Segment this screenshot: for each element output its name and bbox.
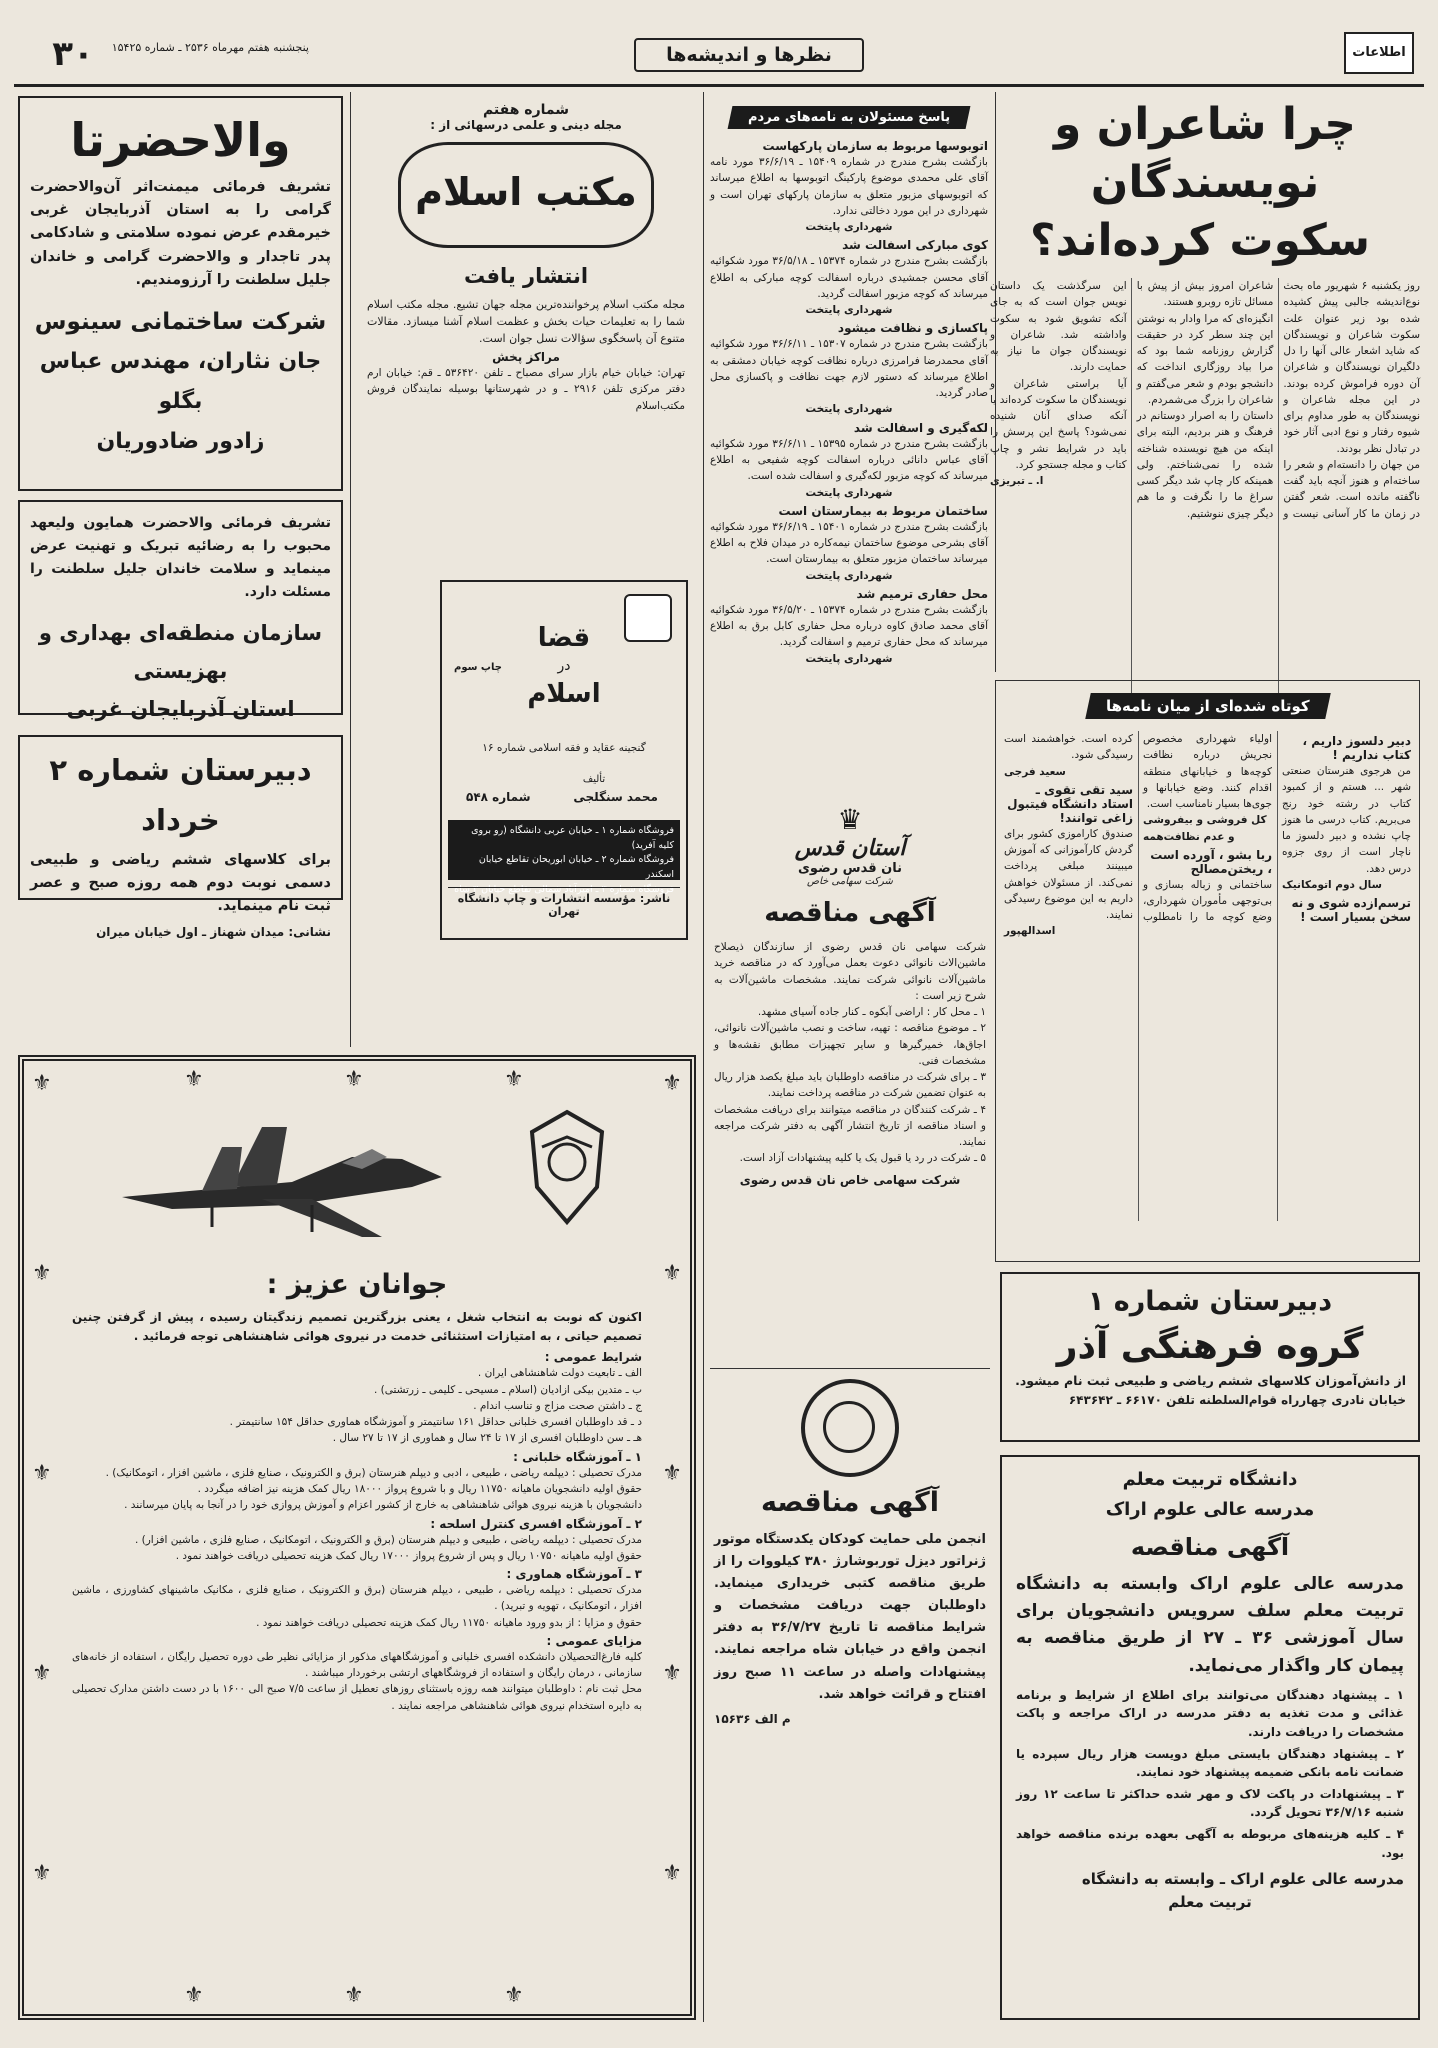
- airforce-section-title: شرایط عمومی :: [544, 1350, 642, 1365]
- reply-body: بازگشت بشرح مندرج در شماره ۱۵۴۰۹ ـ ۳۶/۶/۱۹ مورد نامه آقای علی محمدی موضوع پارکینگ اتوبوسها به اطلاع میرساند که اتوبوسهای مزبور متعلق به سازمان پارکهای تهران است و شهرداری در این مورد دخالتی ندارد.: [710, 156, 988, 217]
- airforce-ad: [18, 1055, 696, 2020]
- maktab-logo: مکتب اسلام: [398, 142, 654, 248]
- azar-school-ad: [1000, 1272, 1420, 1442]
- column-rule: [703, 92, 704, 2022]
- kids-emblem-icon: [801, 1379, 899, 1477]
- airforce-section: [72, 1567, 642, 1631]
- book-store: فروشگاه شماره ۲ ـ خیابان ابوریحان تقاطع خیابان اسکندر: [478, 854, 674, 881]
- fleur-icon: ⚜: [662, 1861, 682, 1886]
- book-title-block: [512, 618, 616, 714]
- letter-body: صندوق کاراموزی کشور برای گردش کارآموزانی که آموزش میبینند مبلغی پرداخت نمی‌کند. از مسئولان خواهش داریم به این موضوع رسیدگی نمایند.: [1004, 827, 1133, 922]
- airforce-line: حقوق و مزایا : از بدو ورود ماهیانه ۱۱۷۵۰ ریال کمک هزینه تحصیلی دریافت خواهند نمود .: [256, 1616, 642, 1629]
- poets-signature: ا. ـ تبریزی: [990, 475, 1044, 488]
- reply-item: [710, 321, 988, 417]
- azar-body: از دانش‌آموزان کلاسهای ششم ریاضی و طبیعی ثبت نام میشود.: [1015, 1373, 1406, 1388]
- fleur-icon: ⚜: [184, 1983, 204, 2008]
- airforce-line: حقوق اولیه دانشجویان ماهیانه ۱۱۷۵۰ ریال و با شروع پرواز ۱۸۰۰۰ ریال کمک هزینه نیز اضافه میگردد .: [197, 1482, 642, 1495]
- maktab-status: انتشار یافت: [463, 264, 589, 288]
- arak-point: ۱ ـ پیشنهاد دهندگان می‌توانند برای اطلاع از شرایط و برنامه غذائی و مدت تغذیه به دفتر مدرسه در اراک مراجعه و پاکت مشخصات را دریافت دارند.: [1016, 1687, 1404, 1739]
- section-rule: [710, 1368, 990, 1369]
- arak-tender: [1000, 1455, 1420, 2020]
- book-number: شماره ۵۴۸: [466, 790, 531, 804]
- kids-ref: م الف ۱۵۶۳۶: [714, 1711, 791, 1726]
- letters-section: [995, 680, 1420, 1262]
- reply-body: بازگشت بشرح مندرج در شماره ۱۵۳۷۴ ـ ۳۶/۵/۱۸ مورد شکوائیه آقای محسن جمشیدی درباره اسفالت کوچه مبارکی به اطلاع میرساند که کوچه مزبور اسفالت گردید.: [710, 255, 988, 300]
- bakery-tender: [710, 800, 990, 1360]
- reply-signer: شهرداری پایتخت: [805, 652, 893, 665]
- fleur-icon: ⚜: [504, 1067, 524, 1092]
- reply-item: [710, 238, 988, 318]
- date-line: پنجشنبه هفتم مهرماه ۲۵۳۶ ـ شماره ۱۵۴۲۵: [111, 41, 309, 54]
- reply-title: لکه‌گیری و اسفالت شد: [853, 420, 988, 435]
- masthead-rule: [14, 84, 1424, 87]
- replies-banner: پاسخ مسئولان به نامه‌های مردم: [710, 106, 988, 129]
- reply-signer: شهرداری پایتخت: [805, 569, 893, 582]
- reply-signer: شهرداری پایتخت: [805, 221, 893, 234]
- book-publisher: ناشر: مؤسسه انتشارات و چاپ دانشگاه تهران: [448, 887, 680, 918]
- congrats-1-headline: والاحضرتا: [70, 113, 291, 167]
- letter-title: ربا بشو ، آورده است ، ریختن‌مصالح: [1150, 847, 1272, 876]
- reply-title: کوی مبارکی اسفالت شد: [842, 238, 988, 253]
- letters-banner: کوتاه شده‌ای از میان نامه‌ها: [1004, 693, 1411, 719]
- arak-point: ۳ ـ پیشنهادات در پاکت لاک و مهر شده حداکثر تا ساعت ۱۲ روز شنبه ۳۶/۷/۱۶ تحویل گردد.: [1016, 1786, 1404, 1820]
- page-number: ۳۰: [52, 34, 94, 74]
- book-author: محمد سنگلجی: [573, 790, 658, 804]
- bakery-point: ۳ ـ برای شرکت در مناقصه داوطلبان باید مبلغ یکصد هزار ریال به عنوان تضمین شرکت در مناقصه پرداخت نمایند.: [714, 1071, 986, 1100]
- airforce-section: [72, 1350, 642, 1446]
- letter-body: اولیاء شهرداری مخصوص نجریش درباره نظافت کوچه‌ها و خیابانهای منطقه اقدام کنند. وضع خیابانها و جوی‌ها بسیار نامناسب است.: [1143, 733, 1272, 811]
- poets-article: [990, 96, 1420, 676]
- kids-tender: [710, 1375, 990, 1985]
- fighter-jet-icon: [112, 1087, 472, 1257]
- fleur-icon: ⚜: [32, 1261, 52, 1286]
- letter-item: [1004, 783, 1133, 940]
- letter-signer: کل فروشی و بیفروشی و عدم نظافت‌همه: [1143, 814, 1267, 843]
- reply-body: بازگشت بشرح مندرج در شماره ۱۵۴۰۱ ـ ۳۶/۶/۱۹ مورد شکوائیه آقای بشرحی موضوع ساختمان نیمه‌کاره در میدان فلاح به اطلاع میرساند ساختمان مزبور متعلق به بیمارستان است.: [710, 520, 988, 566]
- airforce-line: ج ـ داشتن صحت مزاج و تناسب اندام .: [473, 1399, 642, 1412]
- airforce-illustration: [72, 1077, 642, 1262]
- book-title-2: در: [557, 658, 571, 674]
- fleur-icon: ⚜: [662, 1071, 682, 1096]
- congrats-2-body: تشریف فرمائی والاحضرت همایون ولیعهد محبوب را به رضائیه تبریک و تهنیت عرض مینماید و سلامت خاندان جلیل سلطنت را مسئلت دارد.: [30, 515, 331, 601]
- letter-signer: سال دوم اتومکانیک: [1282, 878, 1382, 891]
- reply-title: محل حفاری ترمیم شد: [856, 586, 988, 601]
- book-title-3: اسلام: [527, 679, 601, 709]
- letter-title: سید تقی تقوی ـ استاد دانشگاه فیتبول زاغی توانند!: [1007, 782, 1133, 825]
- arak-org-2: مدرسه عالی علوم اراک: [1105, 1499, 1315, 1520]
- bakery-org-sub-2: شرکت سهامی خاص: [807, 876, 893, 887]
- fleur-icon: ⚜: [662, 1461, 682, 1486]
- maktab-body: مجله مکتب اسلام پرخواننده‌ترین مجله جهان تشیع. مجله مکتب اسلام شما را به تعلیمات حیات بخش و عظمت اسلام آشنا میسازد. مقالات متنوع آن پاسخگوی سؤالات نسل جوان است.: [367, 298, 685, 346]
- poets-paragraph: من جهان را دانسته‌ام و شعر را ساخته‌ام و هنوز آنچه باید گفت ناگفته مانده است. شعر گفتن در زمان ما کار آسانی نیست و شاعران امروز بیش از پیش با مسائل تازه روبرو هستند.: [1136, 280, 1420, 520]
- letter-signer: اسدالهپور: [1004, 925, 1056, 938]
- congrats-1-names: جان نثاران، مهندس عباس بگلو: [39, 348, 322, 414]
- airforce-section: [72, 1450, 642, 1514]
- reply-item: [710, 587, 988, 667]
- book-edition: چاپ سوم: [454, 662, 502, 673]
- airforce-section: [72, 1517, 642, 1565]
- bakery-point: ۱ ـ محل کار : اراضی آبکوه ـ کنار جاده آسیای مشهد.: [757, 1006, 986, 1019]
- letter-title: دبیر دلسوز داریم ، کتاب نداریم !: [1302, 734, 1411, 762]
- bakery-signer: شرکت سهامی خاص نان قدس رضوی: [739, 1172, 961, 1187]
- reply-item: [710, 504, 988, 584]
- congrats-2-org-2: استان آذربایجان غربی: [66, 697, 295, 722]
- congrats-1-names-2: زادور ضادوریان: [96, 428, 265, 454]
- book-store: فروشگاه شماره ۱ ـ خیابان عربی دانشگاه (رو بروی کلیه آفرید): [471, 825, 674, 851]
- congrats-2-org: سازمان منطقه‌ای بهداری و بهزیستی: [38, 621, 323, 684]
- school-ad-body: برای کلاسهای ششم ریاضی و طبیعی دسمی نوبت دوم همه روزه صبح و عصر ثبت نام مینماید.: [30, 852, 331, 915]
- bakery-org: آستان قدس: [794, 836, 906, 861]
- maktab-address-title: مراکز پخش: [492, 350, 560, 365]
- congrats-1-body: تشریف فرمائی میمنت‌اثر آن‌والاحضرت گرامی را به استان آذربایجان غربی خیرمقدم عرض نموده سلامتی و شادکامی پدر تاجدار و والاحضرت گرامی و خاندان جلیل سلطنت را آرزومندیم.: [30, 179, 331, 288]
- bakery-point: ۵ ـ شرکت در رد یا قبول یک یا کلیه پیشنهادات آزاد است.: [739, 1152, 986, 1165]
- bakery-org-sub: نان قدس رضوی: [798, 861, 902, 876]
- fleur-icon: ⚜: [32, 1861, 52, 1886]
- airforce-line: کلیه فارغ‌التحصیلان دانشکده افسری خلبانی و آموزشگاههای مذکور از مزایائی نظیر طی دوره تحصیل رایگان ، استفاده از خانه‌های سازمانی ، درمان رایگان و استفاده از فروشگاههای ارتشی برخوردار میباشند .: [72, 1650, 642, 1680]
- poets-headline-2: سکوت کرده‌اند؟: [1030, 215, 1371, 266]
- fleur-icon: ⚜: [504, 1983, 524, 2008]
- congrats-1-company: شرکت ساختمانی سینوس: [34, 308, 327, 335]
- poets-paragraph: روز یکشنبه ۶ شهریور ماه بحث نوع‌اندیشه جالبی پیش کشیده شده بود زیر عنوان علت سکوت شاعران و نویسندگان که شاید اشعار عالی آنها را دل دلگیران نویسندگان و شاعران آن دوره فراموش کرده بودند. در این مجله شاعران و نویسندگان به طور مداوم برای شیوه رفتار و نوع ادبی آثار خود در تبادل نظر بودند.: [1283, 280, 1420, 455]
- airforce-line: مدرک تحصیلی : دیپلمه ریاضی ، طبیعی و دیپلم هنرستان (برق و الکترونیک ، اتومکانیک ، صنایع فلزی ، ماشین افزار) .: [134, 1533, 642, 1546]
- school-ad-address: نشانی: میدان شهناز ـ اول خیابان میران: [96, 924, 331, 939]
- maktab-subtitle: مجله دینی و علمی درسهائی از :: [430, 118, 622, 132]
- airforce-line: محل ثبت نام : داوطلبان میتوانند همه روزه باستثنای روزهای تعطیل از ساعت ۷/۵ صبح الی ۱۶۰۰ با در دست داشتن مدارک تحصیلی به دایره استخدام نیروی هوائی شاهنشاهی مراجعه نمایند .: [72, 1683, 642, 1712]
- letter-signer: سعید فرجی: [1004, 765, 1066, 778]
- masthead: [14, 28, 1424, 80]
- reply-body: بازگشت بشرح مندرج در شماره ۱۵۳۷۴ ـ ۳۶/۵/۲۰ مورد شکوائیه آقای محمد صادق کاوه درباره محل حفاری کابل برق به اطلاع میرساند که محل حفاری ترمیم و اسفالت گردید.: [710, 603, 988, 649]
- letter-body: من هرجوی هنرستان صنعتی شهر ... هستم و از کمبود کتاب در رشته خود رنج می‌بریم. کتاب درسی ما هنوز چاپ نشده و دبیر دلسوز ما ناچار است از روی جزوه درس دهد.: [1282, 765, 1411, 875]
- arak-intro: مدرسه عالی علوم اراک وابسته به دانشگاه تربیت معلم سلف سرویس دانشجویان برای سال آموزشی ۳۶ ـ ۲۷ از طریق مناقصه به پیمان کار واگذار می‌نماید.: [1016, 1574, 1404, 1676]
- airforce-line: دانشجویان با هزینه نیروی هوائی شاهنشاهی به خارج از کشور اعزام و آموزش پروازی خود را در آنجا به پایان میرسانند .: [124, 1499, 642, 1512]
- airforce-section-title: ۳ ـ آموزشگاه هماوری :: [506, 1567, 642, 1582]
- reply-signer: شهرداری پایتخت: [805, 304, 893, 317]
- letter-title: ترسم‌ازده شوی و نه سخن بسیار است !: [1291, 896, 1411, 925]
- poets-paragraph: داستان را به اصرار دوستانم در فرهنگ و هنر بردیم، البته برای اینکه من هیچ نویسنده شناخته شده را نمی‌شناختم. ولی همینکه کار چاپ شد دیگر کسی سراغ ما را نگرفت و ما هم دیگر چیزی ننوشتیم.: [1136, 410, 1274, 520]
- maktab-address: تهران: خیابان خیام بازار سرای مصباح ـ تلفن ۵۳۶۴۲۰ ـ قم: خیابان ارم دفتر مرکزی تلفن ۲۹۱۶ ـ و در شهرستانها بوسیله نمایندگان فروش مکتب‌اسلام: [367, 367, 685, 412]
- bakery-headline: آگهی مناقصه: [764, 898, 936, 928]
- fleur-icon: ⚜: [32, 1071, 52, 1096]
- poets-paragraph: این سرگذشت یک داستان نویس جوان است که به جای آنکه تشویق شود به سکوت واداشته شد. شاعران و نویسندگان جوان ما نیاز به حمایت دارند.: [990, 280, 1127, 374]
- airforce-section: [72, 1634, 642, 1714]
- book-stores: [448, 820, 680, 895]
- kids-body: انجمن ملی حمایت کودکان یکدستگاه موتور ژنراتور دیزل توربوشارژ ۳۸۰ کیلووات را از طریق مناقصه کتبی خریداری مینماید. داوطلبان جهت دریافت مشخصات و شرایط مناقصه تا تاریخ ۳۶/۷/۲۷ به دفتر انجمن واقع در خیابان شاه مراجعه نمایند. پیشنهادات واصله در ساعت ۱۱ صبح روز افتتاح و قرائت خواهد شد.: [714, 1532, 986, 1702]
- kids-headline: آگهی مناقصه: [760, 1487, 940, 1518]
- fleur-icon: ⚜: [344, 1983, 364, 2008]
- book-title: قضا: [537, 623, 591, 653]
- book-author-label: تألیف: [582, 774, 606, 785]
- fleur-icon: ⚜: [32, 1461, 52, 1486]
- maktab-issue: شماره هفتم: [482, 102, 570, 118]
- azar-address: خیابان نادری چهارراه قوام‌السلطنه تلفن ۶۶۱۷۰ ـ ۶۴۳۶۴۲: [1068, 1392, 1406, 1407]
- book-series: گنجینه عقاید و فقه اسلامی شماره ۱۶: [482, 742, 646, 754]
- airforce-line: حقوق اولیه ماهیانه ۱۰۷۵۰ ریال و پس از شروع پرواز ۱۷۰۰۰ ریال کمک هزینه تحصیلی دریافت خواهند نمود .: [175, 1549, 642, 1562]
- airforce-intro: اکنون که نوبت به انتخاب شغل ، یعنی بزرگترین تصمیم زندگیتان رسیده ، پیش از گرفتن چنین تصمیم حیاتی ، به امتیازات استثنائی خدمت در نیروی هوائی شاهنشاهی توجه فرمائید .: [72, 1310, 642, 1344]
- reply-title: اتوبوسها مربوط به سازمان پارکهاست: [762, 139, 988, 153]
- bakery-crown-icon: ♛: [837, 803, 863, 836]
- fleur-icon: ⚜: [662, 1661, 682, 1686]
- newspaper-logo: اطلاعات: [1344, 32, 1414, 74]
- fleur-icon: ⚜: [662, 1261, 682, 1286]
- maktab-ad: [355, 96, 697, 556]
- airforce-section-title: ۱ ـ آموزشگاه خلبانی :: [513, 1449, 642, 1464]
- airforce-headline: جوانان عزیز :: [266, 1269, 448, 1300]
- bakery-point: ۲ ـ موضوع مناقصه : تهیه، ساخت و نصب ماشین‌آلات نانوائی، اجاق‌ها، خمیرگیرها و سایر تجهیزات مطابق نقشه‌ها و مشخصات فنی.: [714, 1022, 986, 1067]
- bakery-point: ۴ ـ شرکت کنندگان در مناقصه میتوانند برای دریافت مشخصات و اسناد مناقصه از تاریخ انتشار آگهی به دفتر شرکت مراجعه نمایند.: [714, 1103, 986, 1149]
- congrats-ad-2: [18, 500, 343, 722]
- reply-body: بازگشت بشرح مندرج در شماره ۱۵۳۹۵ ـ ۳۶/۶/۱۱ مورد شکوائیه آقای عباس دانائی درباره اسفالت کوچه شفیعی به اطلاع میرساند که کوچه مزبور لکه‌گیری و اسفالت شده است.: [710, 437, 988, 483]
- poets-paragraph: آیا براستی شاعران و نویسندگان ما سکوت کرده‌اند یا آنکه صدای آنان شنیده نمی‌شود؟ پاسخ این پرسش را باید در شرایط نشر و چاپ کتاب و مجله جستجو کرد.: [990, 377, 1127, 471]
- poets-paragraph: انگیزه‌ای که مرا وادار به نوشتن این چند سطر کرد در حقیقت گزارش روزنامه شما بود که مرا بیاد روزگاری انداخت که دانشجو بودم و شعر می‌گفتم و شاعران را بزرگ می‌شمردم.: [1136, 312, 1274, 406]
- book-emblem-icon: [624, 594, 672, 642]
- letter-body: ساختمانی و زباله بسازی و بی‌توجهی مأموران شهرداری، وضع کوچه ما را نامطلوب کرده است. خواهشمند است رسیدگی شود.: [1004, 733, 1272, 924]
- airforce-section-title: مزایای عمومی :: [546, 1633, 642, 1648]
- airforce-line: هـ ـ سن داوطلبان افسری از ۱۷ تا ۲۴ سال و هماوری از ۱۷ تا ۲۷ سال .: [332, 1432, 642, 1445]
- reply-signer: شهرداری پایتخت: [805, 403, 893, 416]
- column-rule: [350, 92, 351, 1047]
- airforce-line: مدرک تحصیلی : دیپلمه ریاضی ، طبیعی ، دیپلم هنرستان (برق و الکترونیک ، صنایع فلزی ، مکانیک ماشینهای کشاورزی ، ماشین افزار ، اتومکانیک ، تهویه و تبرید) .: [72, 1584, 642, 1613]
- poets-body: [990, 278, 1420, 718]
- bakery-intro: شرکت سهامی نان قدس رضوی از سازندگان ذیصلاح ماشین‌الات نانوائی دعوت بعمل می‌آورد که در مناقصه خرید ماشین‌آلات نانوائی شرکت نمایند. مشخصات ماشین‌آلات به شرح زیر است :: [714, 941, 986, 1002]
- reply-body: بازگشت بشرح مندرج در شماره ۱۵۳۰۷ ـ ۳۶/۶/۱۱ مورد شکوائیه آقای محمدرضا فرامرزی درباره نظافت کوچه خیابان دمشقی به اطلاع میرساند که دستور لازم جهت نظافت و پاکسازی محل صادر گردید.: [710, 338, 988, 400]
- letter-item: [1282, 734, 1411, 893]
- arak-headline: آگهی مناقصه: [1130, 1533, 1290, 1561]
- book-ad: [440, 580, 688, 940]
- airforce-section-title: ۲ ـ آموزشگاه افسری کنترل اسلحه :: [430, 1516, 642, 1531]
- reply-item: [710, 421, 988, 501]
- section-title: نظرها و اندیشه‌ها: [634, 38, 864, 72]
- replies-section: [710, 100, 988, 790]
- arak-point: ۴ ـ کلیه هزینه‌های مربوطه به آگهی بعهده برنده مناقصه خواهد بود.: [1016, 1826, 1404, 1860]
- poets-headline-1: چرا شاعران و نویسندگان: [1053, 99, 1356, 208]
- airforce-line: د ـ قد داوطلبان افسری خلبانی حداقل ۱۶۱ سانتیمتر و آموزشگاه هماوری حداقل ۱۵۴ سانتیمتر .: [229, 1416, 642, 1429]
- airforce-line: الف ـ تابعیت دولت شاهنشاهی ایران .: [477, 1367, 642, 1380]
- airforce-emblem-icon: [522, 1107, 612, 1227]
- fleur-icon: ⚜: [344, 1067, 364, 1092]
- school-ad-headline: دبیرستان شماره ۲ خرداد: [49, 753, 312, 837]
- azar-line-1: دبیرستان شماره ۱: [1087, 1286, 1333, 1317]
- arak-signer: مدرسه عالی علوم اراک ـ وابسته به دانشگاه: [1081, 1870, 1404, 1889]
- airforce-line: مدرک تحصیلی : دیپلمه ریاضی ، طبیعی ، ادبی و دیپلم هنرستان (برق و الکترونیک ، صنایع فلزی ، ماشین افزار ، اتومکانیک) .: [105, 1466, 642, 1479]
- arak-org-1: دانشگاه تربیت معلم: [1122, 1469, 1298, 1490]
- arak-point: ۲ ـ پیشنهاد دهندگان بایستی مبلغ دویست هزار ریال سپرده یا ضمانت نامه بانکی ضمیمه پیشنهاد خود نمایند.: [1016, 1746, 1404, 1780]
- reply-title: ساختمان مربوط به بیمارستان است: [778, 503, 988, 518]
- book-store: فروشگاه شماره ۳ ـ امیرآباد شمالی تقاطع خیابان ۳ شاه: [454, 883, 674, 895]
- congrats-ad-1: [18, 96, 343, 491]
- reply-title: پاکسازی و نظافت میشود: [837, 321, 988, 336]
- fleur-icon: ⚜: [184, 1067, 204, 1092]
- reply-signer: شهرداری پایتخت: [805, 486, 893, 499]
- reply-item: [710, 139, 988, 235]
- azar-line-2: گروه فرهنگی آذر: [1056, 1326, 1364, 1367]
- fleur-icon: ⚜: [32, 1661, 52, 1686]
- school-ad: [18, 735, 343, 939]
- arak-signer-2: تربیت معلم: [1168, 1892, 1252, 1911]
- airforce-line: ب ـ متدین بیکی ازادیان (اسلام ـ مسیحی ـ کلیمی ـ زرتشتی) .: [373, 1383, 642, 1396]
- letters-body: [1004, 731, 1411, 1221]
